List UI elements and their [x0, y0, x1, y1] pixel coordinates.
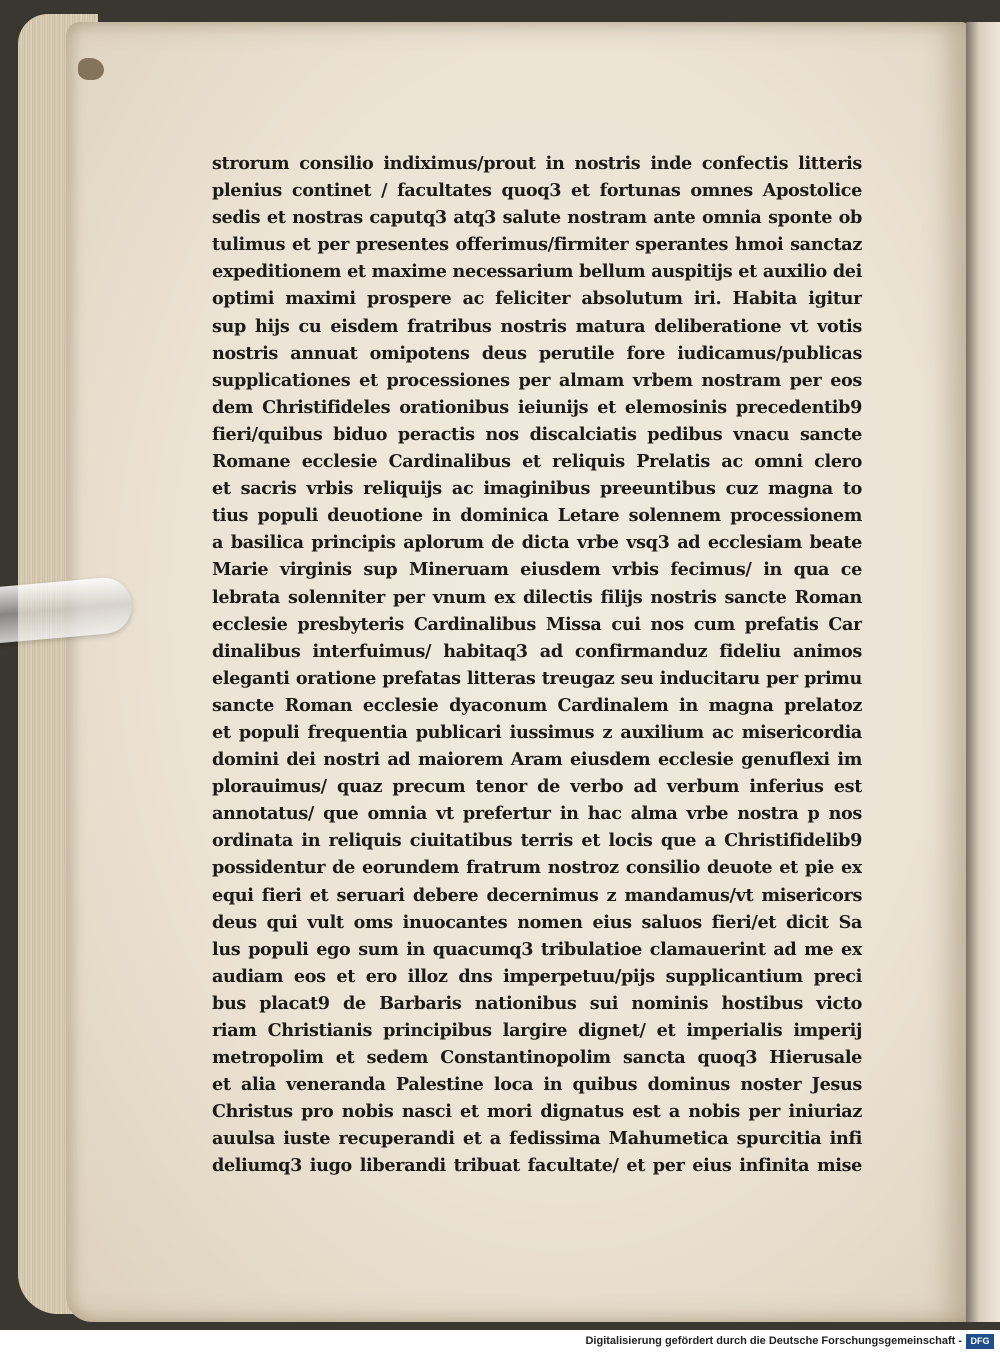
text-line: dinalibus interfuimus/ habitaq3 ad confirmanduz fideliu animos [212, 640, 862, 662]
text-line: tius populi deuotione in dominica Letare solennem processionem [212, 505, 862, 527]
text-line: Marie virginis sup Mineruam eiusdem vrbis fecimus/ in qua ce [212, 559, 862, 581]
text-line: audiam eos et ero illoz dns imperpetuu/pijs supplicantium preci [212, 965, 862, 987]
text-line: plenius continet / facultates quoq3 et fortunas omnes Apostolice [212, 180, 862, 202]
text-line: fieri/quibus biduo peractis nos discalciatis pedibus vnacu sancte [212, 423, 862, 445]
text-line: et populi frequentia publicari iussimus z auxilium ac misericordia [212, 721, 862, 743]
text-line: dem Christifideles orationibus ieiunijs et elemosinis precedentib9 [212, 396, 862, 418]
text-line: annotatus/ que omnia vt prefertur in hac alma vrbe nostra p nos [212, 803, 862, 825]
book-gutter [966, 22, 1000, 1322]
text-line: sup hijs cu eisdem fratribus nostris matura deliberatione vt votis [212, 315, 862, 337]
text-line: a basilica principis aplorum de dicta vrbe vsq3 ad ecclesiam beate [212, 532, 862, 554]
text-line: Christus pro nobis nasci et mori dignatus est a nobis per iniuriaz [212, 1101, 862, 1123]
text-line: strorum consilio indiximus/prout in nostris inde confectis litteris [212, 153, 862, 174]
text-line: ecclesie presbyteris Cardinalibus Missa cui nos cum prefatis Car [212, 613, 862, 635]
digitization-footer [0, 1330, 1000, 1355]
text-line: supplicationes et processiones per almam vrbem nostram per eos [212, 369, 862, 391]
funding-credit-text: Digitalisierung gefördert durch die Deutsche Forschungsgemeinschaft - [585, 1335, 962, 1347]
text-line: Romane ecclesie Cardinalibus et reliquis Prelatis ac omni clero [212, 451, 862, 473]
text-line: auulsa iuste recuperandi et a fedissima Mahumetica spurcitia infi [212, 1128, 862, 1150]
text-line: et alia veneranda Palestine loca in quibus dominus noster Jesus [212, 1074, 862, 1096]
text-line: lebrata solenniter per vnum ex dilectis filijs nostris sancte Roman [212, 586, 862, 608]
text-line: lus populi ego sum in quacumq3 tribulatioe clamauerint ad me ex [212, 938, 862, 960]
text-line: ordinata in reliquis ciuitatibus terris et locis que a Christifidelib9 [212, 830, 862, 852]
text-line: expeditionem et maxime necessarium bellum auspitijs et auxilio dei [212, 261, 862, 283]
text-line: tulimus et per presentes offerimus/firmiter sperantes hmoi sanctaz [212, 234, 862, 256]
text-line: optimi maximi prospere ac feliciter absolutum iri. Habita igitur [212, 288, 862, 310]
dfg-logo[interactable]: DFG [966, 1334, 994, 1349]
text-line: metropolim et sedem Constantinopolim sancta quoq3 Hierusale [212, 1047, 862, 1069]
text-line: bus placat9 de Barbaris nationibus sui nominis hostibus victo [212, 992, 862, 1014]
text-line: deliumq3 iugo liberandi tribuat facultate/ et per eius infinita mise [212, 1155, 862, 1177]
text-line: nostris annuat omipotens deus perutile fore iudicamus/publicas [212, 342, 862, 364]
text-line: sancte Roman ecclesie dyaconum Cardinalem in magna prelatoz [212, 694, 862, 716]
printed-text-block [212, 150, 862, 1180]
text-line: possidentur de eorundem fratrum nostroz consilio deuote et pie ex [212, 857, 862, 879]
text-line: eleganti oratione prefatas litteras treugaz seu inducitaru per primu [212, 667, 862, 689]
text-line: domini dei nostri ad maiorem Aram eiusdem ecclesie genuflexi im [212, 749, 862, 771]
text-line: sedis et nostras caputq3 atq3 salute nostram ante omnia sponte ob [212, 207, 862, 229]
paper-stain [78, 58, 104, 80]
text-line: deus qui vult oms inuocantes nomen eius saluos fieri/et dicit Sa [212, 911, 862, 933]
text-line: et sacris vrbis reliquijs ac imaginibus preeuntibus cuz magna to [212, 478, 862, 500]
text-line: plorauimus/ quaz precum tenor de verbo ad verbum inferius est [212, 776, 862, 798]
text-line: equi fieri et seruari debere decernimus z mandamus/vt misericors [212, 884, 862, 906]
text-line: riam Christianis principibus largire dignet/ et imperialis imperij [212, 1020, 862, 1041]
